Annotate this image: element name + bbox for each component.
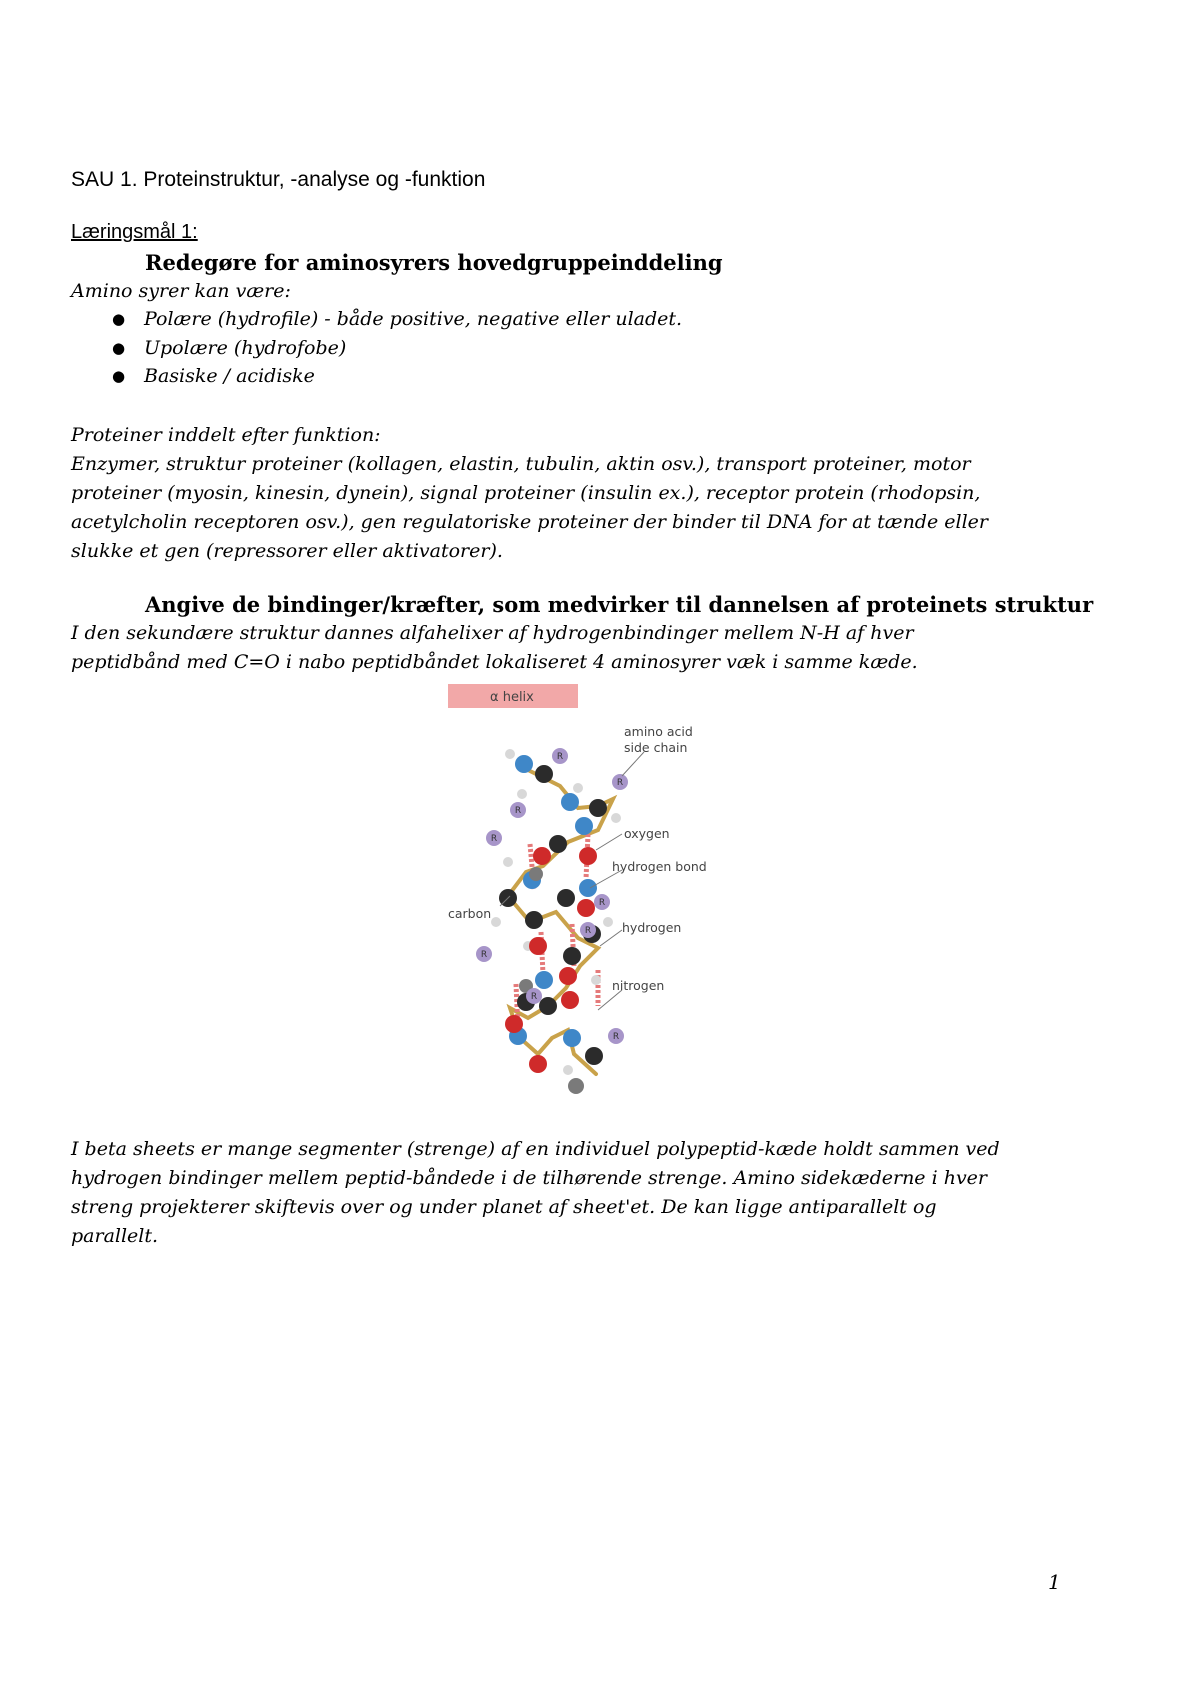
list-item: ● Polære (hydrofile) - både positive, negative eller uladet. <box>71 305 682 334</box>
label-oxygen: oxygen <box>624 826 670 841</box>
label-nitrogen: nitrogen <box>612 978 665 993</box>
helix-atoms <box>491 749 624 1094</box>
svg-text:R: R <box>490 834 498 844</box>
svg-text:R: R <box>480 950 488 960</box>
bullet-icon: ● <box>112 310 126 328</box>
label-hydrogen-bond: hydrogen bond <box>612 859 707 874</box>
learning-goal-label: Læringsmål 1: <box>71 221 198 243</box>
svg-text:R: R <box>616 778 624 788</box>
label-hydrogen: hydrogen <box>622 920 682 935</box>
svg-text:R: R <box>556 752 564 762</box>
bullet-icon: ● <box>112 367 126 385</box>
section-heading-amino-groups: Redegøre for aminosyrers hovedgruppeinddeling <box>145 250 723 275</box>
figure-banner-label: α helix <box>490 690 534 705</box>
list-item: ● Upolære (hydrofobe) <box>71 334 682 363</box>
svg-text:R: R <box>514 806 522 816</box>
list-item: ● Basiske / acidiske <box>71 362 682 391</box>
alpha-helix-paragraph: I den sekundære struktur dannes alfahelixer af hydrogenbindinger mellem N-H af hver peptidbånd med C=O i nabo peptidbåndet lokaliseret 4 aminosyrer væk i samme kæde. <box>71 622 918 673</box>
bullet-icon: ● <box>112 338 126 357</box>
amino-intro-text: Amino syrer kan være: <box>71 280 291 302</box>
label-carbon: carbon <box>448 906 492 921</box>
section-heading-bonds: Angive de bindinger/kræfter, som medvirker til dannelsen af proteinets struktur <box>145 592 1094 617</box>
label-amino-acid: amino acid <box>624 724 693 739</box>
function-paragraph: Enzymer, struktur proteiner (kollagen, elastin, tubulin, aktin osv.), transport proteiner, motor proteiner (myosin, kinesin, dynein), signal proteiner (insulin ex.), receptor protein (rhodopsin, acetylcholin receptoren osv.), gen regulatoriske proteiner der binder til DNA for at tænde eller slukke et gen (repressorer eller aktivatorer). <box>71 453 988 562</box>
svg-text:R: R <box>598 898 606 908</box>
document-title: SAU 1. Proteinstruktur, -analyse og -funktion <box>71 168 486 191</box>
amino-group-list <box>71 305 682 391</box>
function-heading: Proteiner inddelt efter funktion: <box>71 424 381 446</box>
label-side-chain: side chain <box>624 740 688 755</box>
svg-text:R: R <box>612 1032 620 1042</box>
beta-sheet-paragraph: I beta sheets er mange segmenter (strenge) af en individuel polypeptid-kæde holdt sammen ved hydrogen bindinger mellem peptid-båndede i de tilhørende strenge. Amino sidekæderne i hver streng projekterer skiftevis over og under planet af sheet'et. De kan ligge antiparallelt og parallelt. <box>71 1138 1000 1247</box>
alpha-helix-figure <box>448 684 724 1094</box>
svg-text:R: R <box>584 926 592 936</box>
svg-text:R: R <box>530 992 538 1002</box>
page-number: 1 <box>1048 1570 1061 1594</box>
